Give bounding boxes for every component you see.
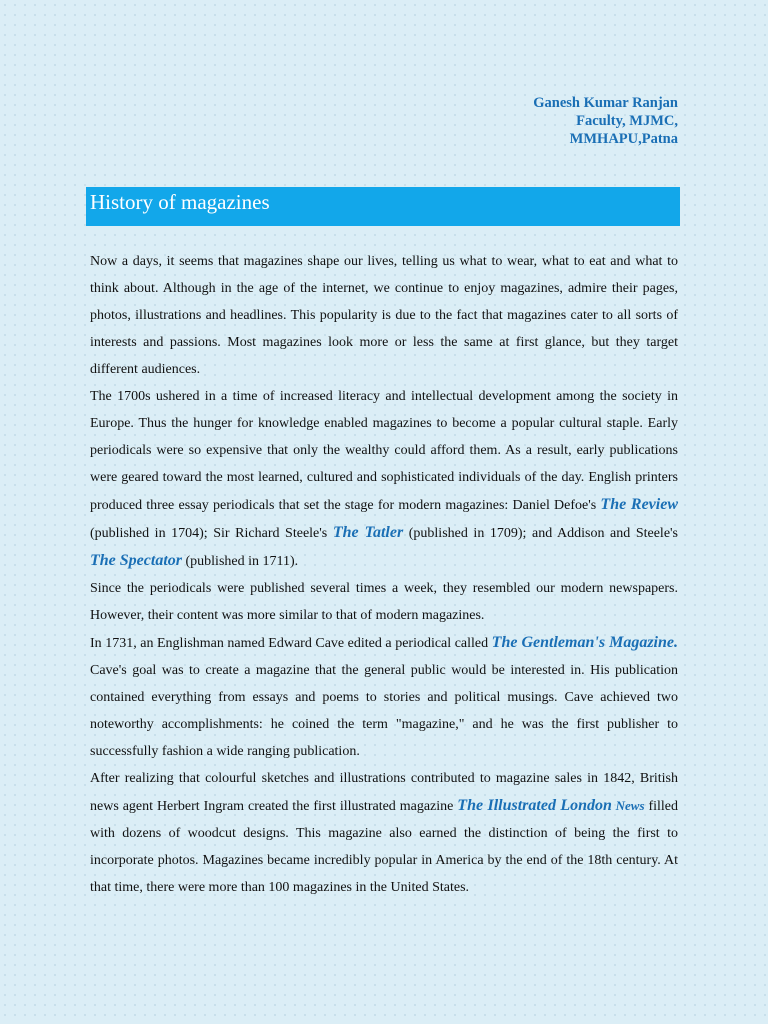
paragraph-cave-lead: In 1731, an Englishman named Edward Cave edited a periodical called bbox=[90, 636, 492, 651]
paragraph-illustrated-lead: After realizing that colourful sketches and illustrations contributed to magazine sales in 1842, British news agent Herbert Ingram created the first illustrated magazine bbox=[90, 771, 678, 814]
paragraph-1700s-tail: (published in 1711). bbox=[182, 554, 299, 569]
magazine-title-the-tatler: The Tatler bbox=[332, 524, 404, 541]
author-position: Faculty, MJMC, bbox=[576, 113, 678, 129]
magazine-title-period: . bbox=[674, 634, 678, 651]
magazine-title-the-spectator: The Spectator bbox=[90, 552, 182, 569]
paragraph-illustrated bbox=[90, 765, 678, 901]
paragraph-illustrated-tail: filled with dozens of woodcut designs. This magazine also earned the distinction of being the first to incorporate photos. Magazines became incredibly popular in America by the end of the 18th century. At that time, there were more than 100 magazines in the United States. bbox=[90, 799, 679, 895]
magazine-title-news: News bbox=[611, 798, 645, 813]
paragraph-cave bbox=[90, 629, 678, 765]
magazine-title-the-review: The Review bbox=[600, 496, 678, 513]
author-institution: MMHAPU,Patna bbox=[569, 131, 678, 147]
paragraph-1700s-mid1: (published in 1704); Sir Richard Steele's bbox=[90, 526, 333, 541]
paragraph-intro: Now a days, it seems that magazines shape our lives, telling us what to wear, what to eat and what to think about. Although in the age of the internet, we continue to enjoy magazines, admire their pages, photos, illustrations and headlines. This popularity is due to the fact that magazines cater to all sorts of interests and passions. Most magazines look more or less the same at first glance, but they target different audiences. bbox=[90, 254, 678, 377]
document-title: History of magazines bbox=[90, 190, 270, 214]
paragraph-1700s-lead: The 1700s ushered in a time of increased literacy and intellectual development among the society in Europe. Thus the hunger for knowledge enabled magazines to become a popular cultural staple. Early periodicals were so expensive that only the wealthy could afford them. As a result, early publications were geared toward the most learned, cultured and sophisticated individuals of the day. English printers produced three essay periodicals that set the stage for modern magazines: Daniel Defoe's bbox=[90, 389, 678, 513]
paragraph-1700s-mid2: (published in 1709); and Addison and Steele's bbox=[403, 526, 679, 541]
paragraph-periodicals: Since the periodicals were published several times a week, they resembled our modern newspapers. However, their content was more similar to that of modern magazines. bbox=[90, 581, 678, 623]
author-name: Ganesh Kumar Ranjan bbox=[533, 95, 678, 111]
magazine-title-illustrated-london: The Illustrated London bbox=[457, 797, 612, 814]
author-block bbox=[533, 94, 678, 148]
magazine-title-gentlemans-magazine: The Gentleman's Magazine bbox=[491, 634, 674, 651]
title-bar bbox=[86, 187, 680, 226]
paragraph-cave-tail: Cave's goal was to create a magazine that the general public would be interested in. His publication contained everything from essays and poems to stories and political musings. Cave achieved two noteworthy accomplishments: he coined the term "magazine," and he was the first publisher to successfully fashion a wide ranging publication. bbox=[90, 663, 678, 759]
document-body bbox=[90, 248, 678, 901]
paragraph-1700s bbox=[90, 383, 678, 575]
